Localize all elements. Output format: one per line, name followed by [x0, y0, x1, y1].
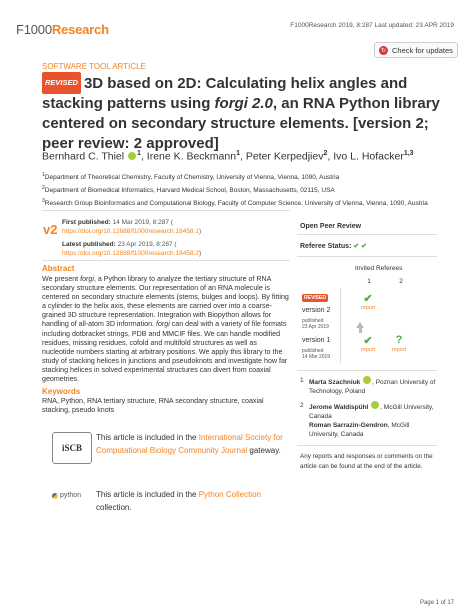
- abstract-heading: Abstract: [42, 264, 75, 273]
- approved-check-icon: ✔: [363, 293, 373, 305]
- check-updates-button[interactable]: ↻ Check for updates: [374, 42, 458, 58]
- article-title: REVISED 3D based on 2D: Calculating helix angles and stacking patterns using forgi 2.0, an RNA Python library centered on secondary structure elements. [version 2; peer review: 2 approved]: [42, 72, 442, 154]
- question-icon: ?: [395, 334, 403, 346]
- referee-status: Referee Status: ✔ ✔: [300, 243, 367, 250]
- publication-info: First published: 14 Mar 2019, 8:287 ( https://doi.org/10.12688/f1000research.18458.1) Latest published: 23 Apr 2019, 8:287 ( https://doi.org/10.12688/f1000research.18458.2): [62, 219, 202, 257]
- revised-badge: REVISED: [42, 72, 81, 94]
- collection-note: This article is included in the Python Collection collection.: [96, 490, 261, 512]
- author-name[interactable]: Bernhard C. Thiel: [42, 150, 125, 163]
- page-number: Page 1 of 17: [419, 600, 454, 606]
- divider: [42, 210, 290, 211]
- report-link[interactable]: report: [360, 305, 376, 311]
- author-name[interactable]: Irene K. Beckmann: [146, 150, 237, 163]
- affiliation: $^1$Department of Theoretical Chemistry, Faculty of Chemistry, University of Vienna, Vienna, 1090, Austria: [42, 172, 340, 182]
- referee-list: [300, 376, 440, 444]
- version-label: v2: [43, 222, 58, 237]
- open-peer-review-heading: Open Peer Review: [300, 223, 362, 230]
- collection-note: This article is included in the International Society for Computational Biology Community Journal gateway.: [96, 433, 283, 455]
- report-link[interactable]: report: [391, 347, 407, 353]
- version-2-link[interactable]: version 2: [302, 307, 331, 314]
- invited-referees-label: Invited Referees: [355, 265, 403, 272]
- referee-entry: 2 Jerome Waldispühl , McGill University, Canada Roman Sarrazin-Gendron, McGill University, Canada: [300, 402, 434, 438]
- author-name[interactable]: Ivo L. Hofacker: [333, 150, 404, 163]
- arrow-stem: [359, 327, 362, 333]
- divider: [297, 234, 437, 235]
- author-name[interactable]: Peter Kerpedjiev: [245, 150, 324, 163]
- divider: [297, 370, 437, 371]
- first-doi-link[interactable]: https://doi.org/10.12688/f1000research.18458.1: [62, 228, 199, 235]
- version-1-link[interactable]: version 1: [302, 337, 331, 344]
- divider: [297, 256, 437, 257]
- orcid-icon[interactable]: [371, 401, 379, 409]
- orcid-icon[interactable]: [363, 376, 371, 384]
- latest-doi-link[interactable]: https://doi.org/10.12688/f1000research.18458.2: [62, 250, 199, 257]
- referee-entry: 1 Marta Szachniuk , Poznan University of Technology, Poland: [300, 377, 436, 395]
- orcid-icon[interactable]: [128, 152, 136, 160]
- comments-note: Any reports and responses or comments on the article can be found at the end of the article.: [300, 453, 433, 470]
- abstract-text: We present forgi, a Python library to analyze the tertiary structure of RNA secondary structure elements. Our representation of an RNA molecule is centered on secondary structure elements (stems, bulges and loops). By fitting a cylinder to the helix axis, these elements are carried over into a coarse-grained 3D structure representation. Integration with Biopython allows for handling of all-atom 3D information. forgi can deal with a variety of file formats including dotbracket strings, PDB and MMCIF files. We can handle modified residues, missing residues, cofold and multifold structures as well as nucleotide numbers starting at arbitrary positions. We apply this library to the study of stacking helices in junctions and pseudoknots and investigate how far stacking helices in solved experimental structures can divert from coaxial geometries.: [42, 275, 289, 384]
- version-2-date: published 23 Apr 2019: [302, 318, 329, 330]
- citation-line: F1000Research 2019, 8:287 Last updated: 23 APR 2019: [290, 22, 454, 29]
- refresh-icon: ↻: [380, 47, 387, 54]
- referee-numbers: 1 2: [367, 278, 403, 285]
- python-icon: [52, 493, 58, 499]
- revised-badge: REVISED: [304, 295, 326, 301]
- divider: [297, 445, 437, 446]
- affiliations: [42, 170, 462, 209]
- approved-check-icon: ✔: [363, 335, 373, 347]
- author-list: Bernhard C. Thiel $^1$, Irene K. Beckmann$^1$, Peter Kerpedjiev$^2$, Ivo L. Hofacker$^{1,3}$: [42, 150, 414, 163]
- python-collection-link[interactable]: Python Collection: [198, 490, 261, 499]
- version-1-date: published 14 Mar 2019: [302, 348, 331, 360]
- report-link[interactable]: report: [360, 347, 376, 353]
- affiliation: $^2$Department of Biomedical Informatics, Harvard Medical School, Boston, Massachusetts, 02115, USA: [42, 185, 335, 195]
- keywords-text: RNA, Python, RNA tertiary structure, RNA secondary structure, coaxial stacking, pseudo knots: [42, 397, 264, 415]
- divider: [340, 288, 341, 363]
- iscb-logo[interactable]: iSCB: [52, 432, 92, 464]
- check-icon: ✔ ✔: [353, 243, 367, 250]
- affiliation: $^3$Research Group Bioinformatics and Computational Biology, Faculty of Computer Science, University of Vienna, Vienna, 1090, Austria: [42, 198, 428, 208]
- divider: [42, 260, 290, 261]
- keywords-heading: Keywords: [42, 387, 81, 396]
- journal-logo[interactable]: F1000Research: [16, 22, 109, 37]
- article-type: SOFTWARE TOOL ARTICLE: [42, 62, 146, 71]
- iscb-gateway-link[interactable]: International Society for Computational Biology Community Journal: [96, 433, 283, 455]
- python-logo[interactable]: python: [52, 492, 81, 499]
